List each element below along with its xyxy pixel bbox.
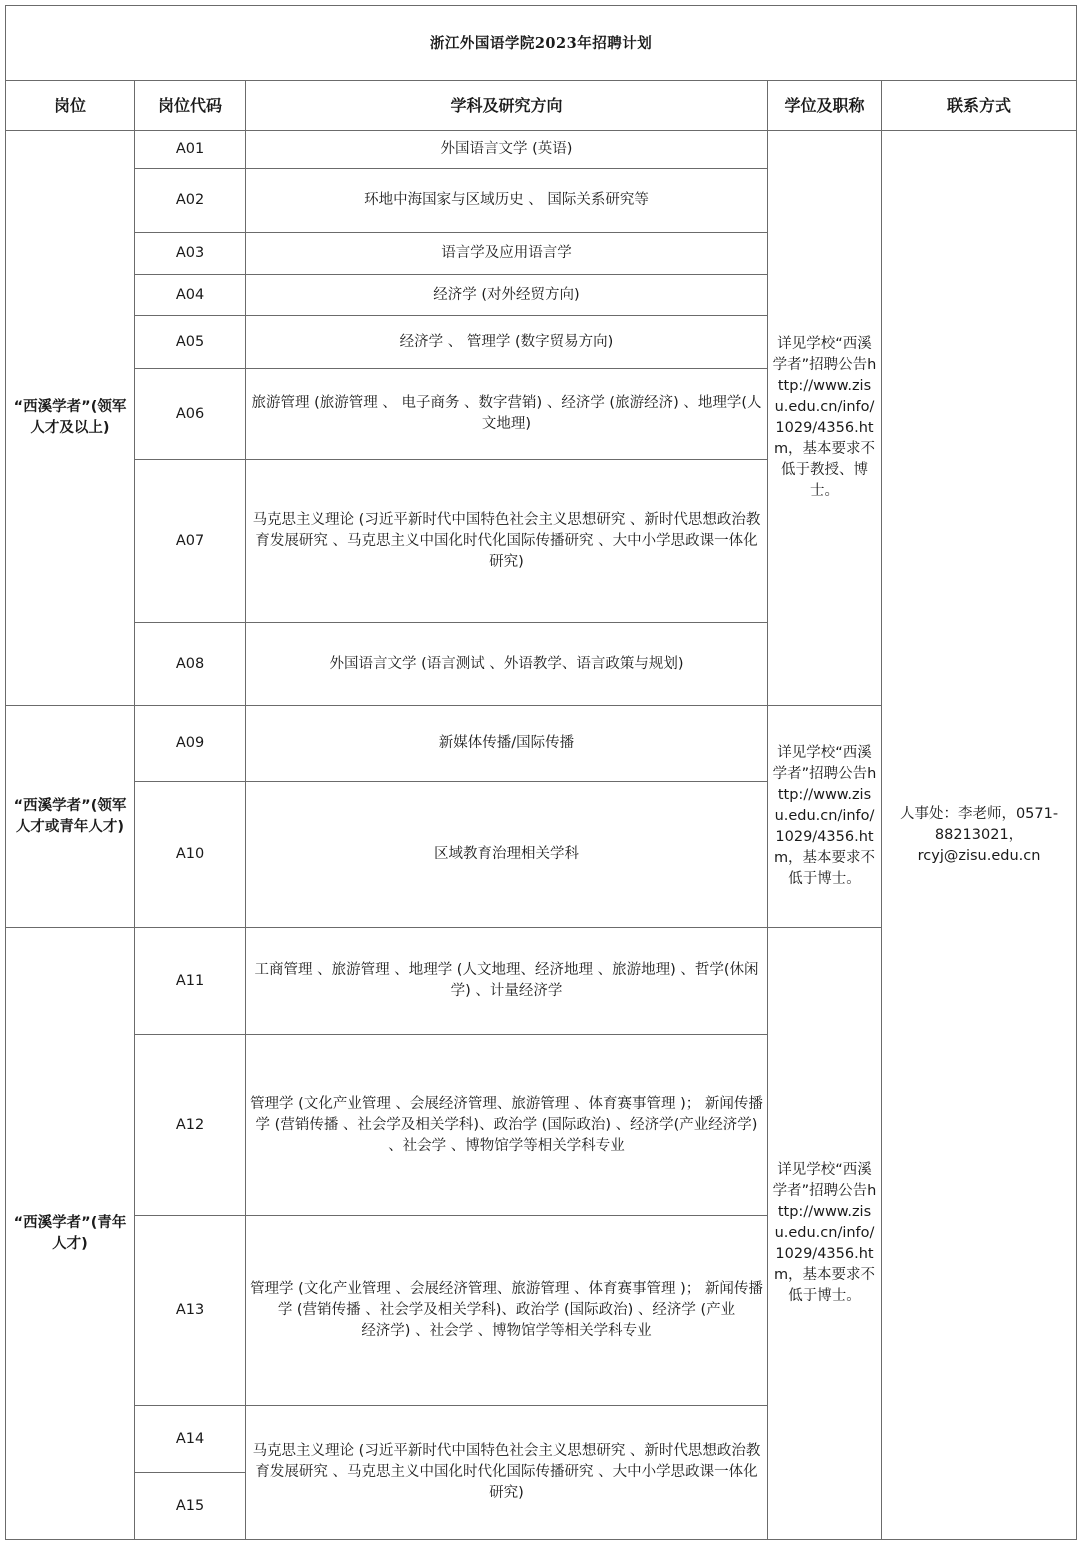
post-code: A03	[135, 233, 246, 275]
post-code: A12	[135, 1035, 246, 1216]
post-code: A05	[135, 316, 246, 369]
post-code: A10	[135, 782, 246, 928]
table-header-row	[6, 81, 1077, 131]
table-row	[6, 131, 1077, 169]
post-cell: “西溪学者”(青年人才)	[6, 928, 135, 1540]
post-code: A13	[135, 1216, 246, 1406]
header-contact: 联系方式	[882, 81, 1077, 131]
post-code: A02	[135, 169, 246, 233]
post-code: A11	[135, 928, 246, 1035]
subject-cell: 管理学 (文化产业管理 、会展经济管理、旅游管理 、体育赛事管理 )； 新闻传播学 (营销传播 、社会学及相关学科)、政治学 (国际政治) 、经济学(产业经济学) 、社会学 、博物馆学等相关学科专业	[246, 1035, 768, 1216]
subject-cell	[246, 1216, 768, 1406]
page-title: 浙江外国语学院2023年招聘计划	[6, 6, 1077, 81]
subject-cell: 旅游管理 (旅游管理 、 电子商务 、数字营销) 、经济学 (旅游经济) 、地理学(人文地理)	[246, 369, 768, 460]
subject-cell: 语言学及应用语言学	[246, 233, 768, 275]
subject-cell: 经济学 (对外经贸方向)	[246, 275, 768, 316]
subject-cell: 马克思主义理论 (习近平新时代中国特色社会主义思想研究 、新时代思想政治教育发展研究 、马克思主义中国化时代化国际传播研究 、大中小学思政课一体化研究)	[246, 1406, 768, 1540]
post-code: A15	[135, 1473, 246, 1540]
subject-line: 经济学) 、社会学 、博物馆学等相关学科专业	[361, 1323, 652, 1339]
post-code: A01	[135, 131, 246, 169]
subject-cell: 外国语言文学 (英语)	[246, 131, 768, 169]
contact-cell: 人事处：李老师，0571-88213021，rcyj@zisu.edu.cn	[882, 131, 1077, 1540]
post-code: A04	[135, 275, 246, 316]
subject-cell: 区域教育治理相关学科	[246, 782, 768, 928]
subject-cell: 环地中海国家与区域历史 、 国际关系研究等	[246, 169, 768, 233]
subject-cell: 新媒体传播/国际传播	[246, 706, 768, 782]
recruitment-plan-table	[5, 5, 1077, 1540]
post-cell: “西溪学者”(领军人才及以上)	[6, 131, 135, 706]
header-degree: 学位及职称	[768, 81, 882, 131]
post-code: A09	[135, 706, 246, 782]
requirement-cell: 详见学校“西溪学者”招聘公告http://www.zisu.edu.cn/info/1029/4356.htm，基本要求不低于博士。	[768, 706, 882, 928]
header-subject: 学科及研究方向	[246, 81, 768, 131]
header-post: 岗位	[6, 81, 135, 131]
post-code: A14	[135, 1406, 246, 1473]
post-code: A08	[135, 623, 246, 706]
post-cell: “西溪学者”(领军人才或青年人才)	[6, 706, 135, 928]
requirement-cell: 详见学校“西溪学者”招聘公告http://www.zisu.edu.cn/info/1029/4356.htm，基本要求不低于教授、博士。	[768, 131, 882, 706]
post-code: A07	[135, 460, 246, 623]
subject-cell: 外国语言文学 (语言测试 、外语教学、语言政策与规划)	[246, 623, 768, 706]
subject-cell: 工商管理 、旅游管理 、地理学 (人文地理、经济地理 、旅游地理) 、哲学(休闲学) 、计量经济学	[246, 928, 768, 1035]
post-code: A06	[135, 369, 246, 460]
subject-cell: 经济学 、 管理学 (数字贸易方向)	[246, 316, 768, 369]
header-code: 岗位代码	[135, 81, 246, 131]
subject-cell: 马克思主义理论 (习近平新时代中国特色社会主义思想研究 、新时代思想政治教育发展研究 、马克思主义中国化时代化国际传播研究 、大中小学思政课一体化研究)	[246, 460, 768, 623]
subject-line: 管理学 (文化产业管理 、会展经济管理、旅游管理 、体育赛事管理 )； 新闻传播学 (营销传播 、社会学及相关学科)、政治学 (国际政治) 、经济学 (产业	[250, 1281, 763, 1318]
requirement-cell: 详见学校“西溪学者”招聘公告http://www.zisu.edu.cn/info/1029/4356.htm，基本要求不低于博士。	[768, 928, 882, 1540]
